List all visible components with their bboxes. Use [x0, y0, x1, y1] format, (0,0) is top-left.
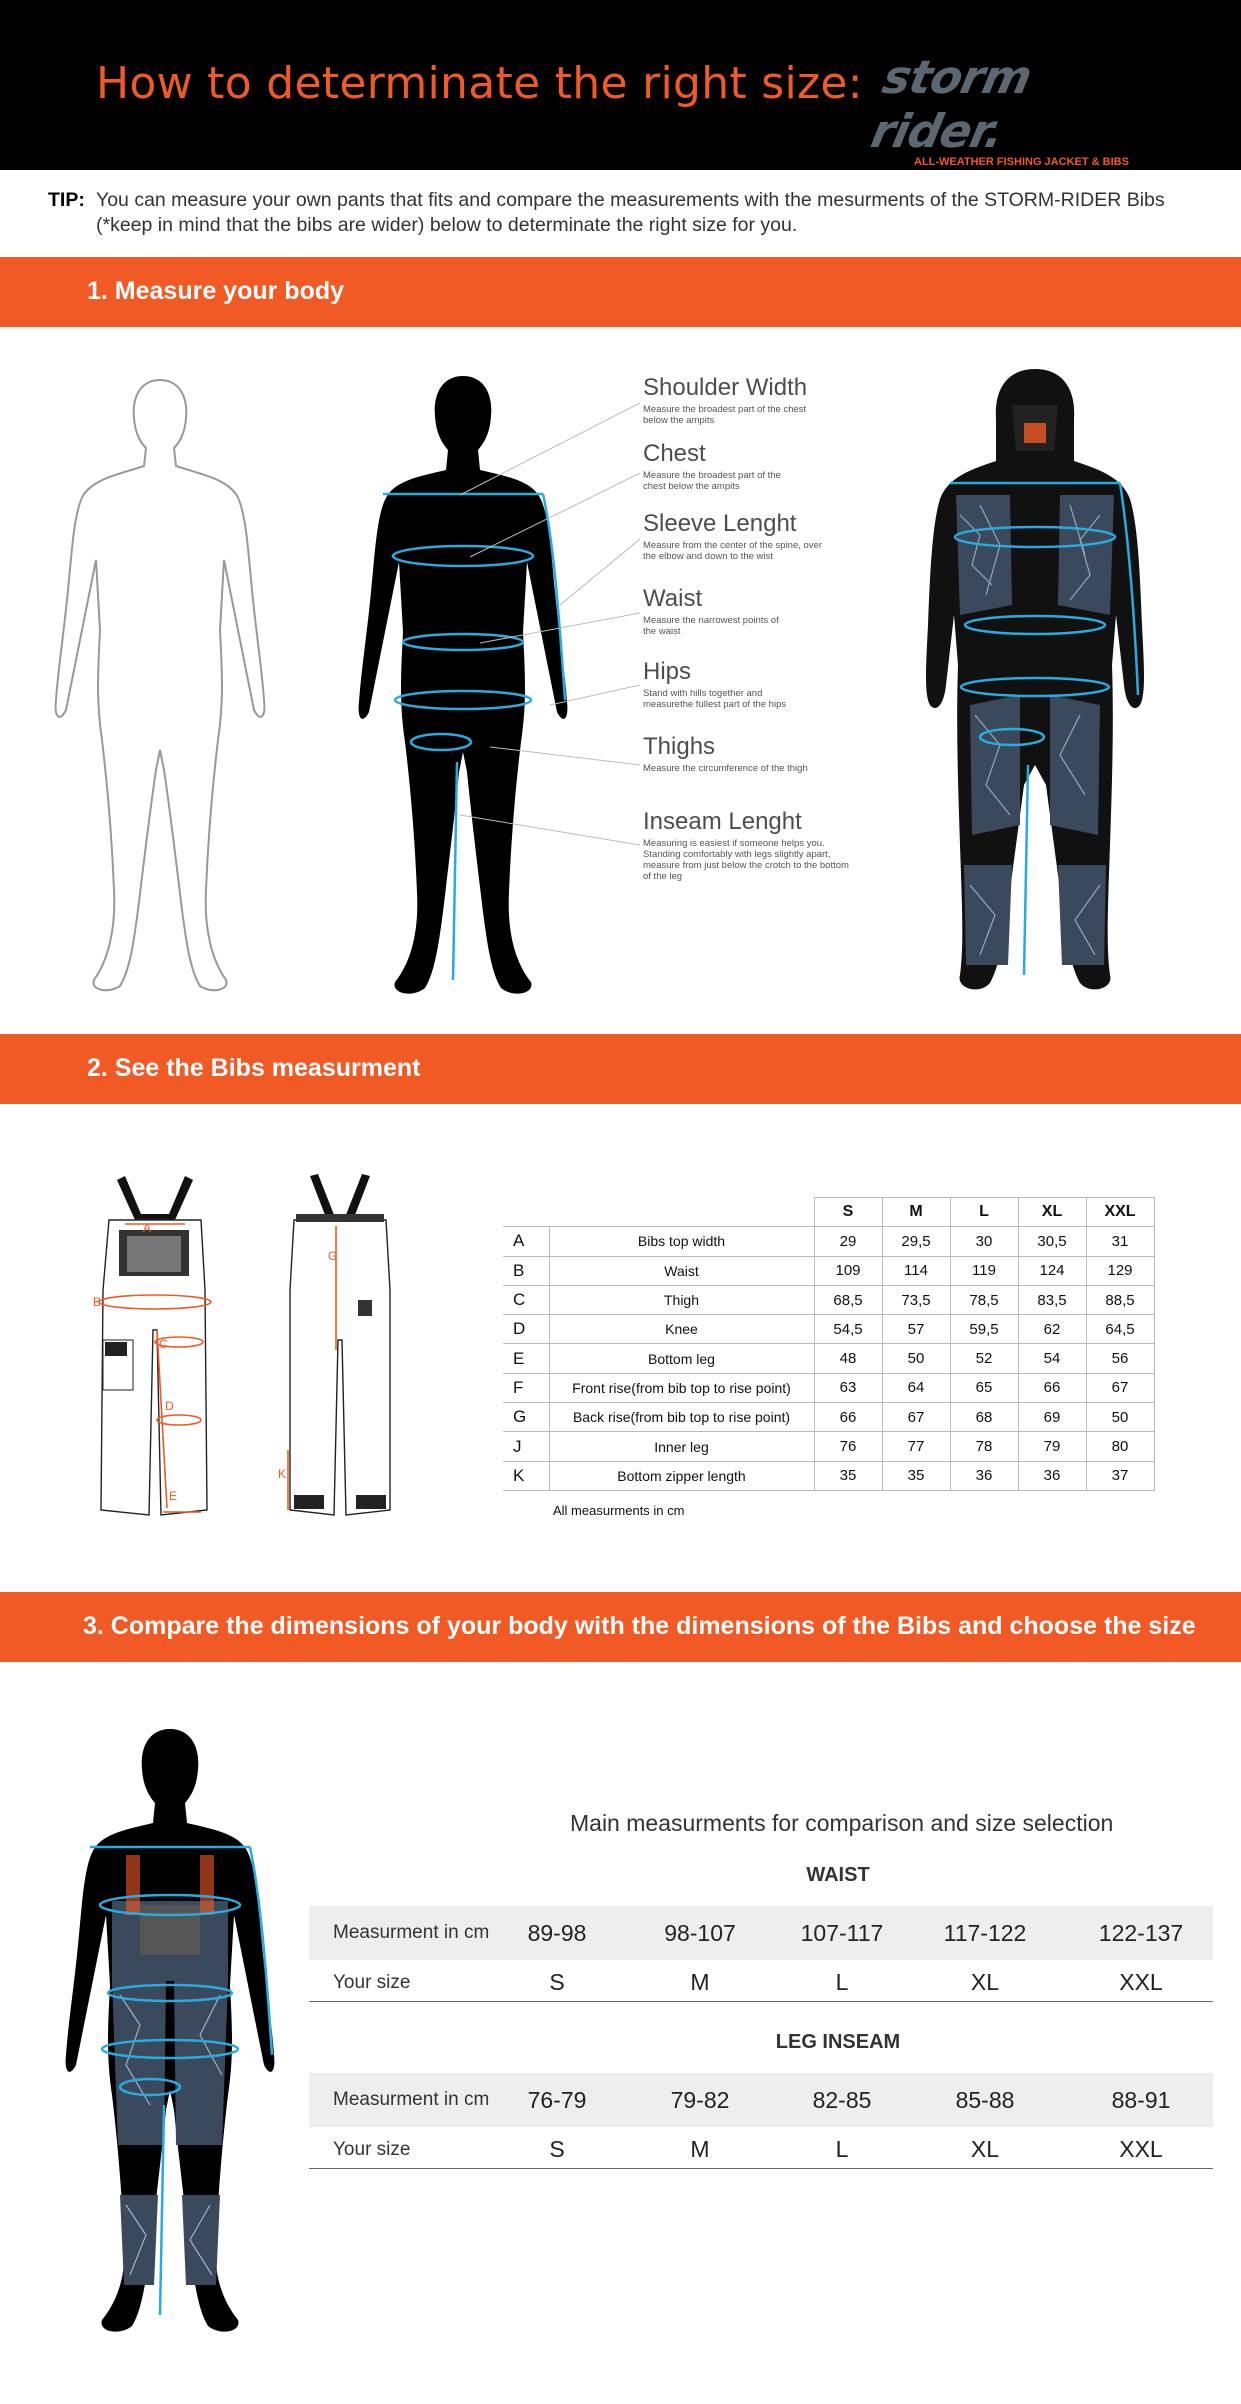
row-value: 67: [882, 1403, 950, 1432]
row-letter: A: [503, 1227, 549, 1256]
leg-inseam-heading: LEG INSEAM: [775, 2031, 901, 2053]
row-letter: B: [503, 1256, 549, 1285]
row-value: 35: [882, 1461, 950, 1490]
waist-measurement-row: Measurment in cm 89-98 98-107 107-117 117-122 122-137: [309, 1906, 1213, 1960]
label-thighs: Thighs Measure the circumference of the thigh: [643, 733, 808, 774]
row-value: 79: [1018, 1432, 1086, 1461]
table-header-row: [503, 1198, 1154, 1227]
section-1-banner: [0, 257, 1241, 327]
section-3-title: 3. Compare the dimensions of your body with the dimensions of the Bibs and choose the size: [83, 1612, 1196, 1640]
row-value: 64: [882, 1373, 950, 1402]
row-value: 30: [950, 1227, 1018, 1256]
row-value: 76: [814, 1432, 882, 1461]
label-waist: Waist Measure the narrowest points of the waist: [643, 585, 779, 637]
row-letter: K: [503, 1461, 549, 1490]
diagram-letter-b: B: [93, 1295, 102, 1309]
row-description: Waist: [549, 1256, 814, 1285]
bibs-front-diagram: [95, 1170, 215, 1525]
row-value: 59,5: [950, 1315, 1018, 1344]
label-sleeve-length: Sleeve Lenght Measure from the center of the spine, over the elbow and down to the wist: [643, 510, 823, 562]
row-value: 68,5: [814, 1285, 882, 1314]
row-value: 65: [950, 1373, 1018, 1402]
body-outline-figure: [50, 370, 270, 1005]
table-row: [503, 1403, 1154, 1432]
row-value: 68: [950, 1403, 1018, 1432]
diagram-letter-c: C: [159, 1337, 168, 1351]
row-value: 50: [1086, 1403, 1154, 1432]
row-letter: J: [503, 1432, 549, 1461]
table-body: [503, 1227, 1154, 1491]
row-value: 109: [814, 1256, 882, 1285]
row-value: 114: [882, 1256, 950, 1285]
table-row: [503, 1373, 1154, 1402]
section-2-title: 2. See the Bibs measurment: [87, 1054, 421, 1082]
leader-lines: [440, 375, 660, 855]
row-value: 73,5: [882, 1285, 950, 1314]
row-value: 66: [1018, 1373, 1086, 1402]
label-hips: Hips Stand with hills together and measurethe fullest part of the hips: [643, 658, 787, 710]
tip-label: TIP:: [48, 189, 85, 211]
page-title: How to determinate the right size:: [96, 58, 863, 109]
row-value: 54,5: [814, 1315, 882, 1344]
row-value: 80: [1086, 1432, 1154, 1461]
row-value: 31: [1086, 1227, 1154, 1256]
table-row: [503, 1344, 1154, 1373]
row-value: 67: [1086, 1373, 1154, 1402]
row-description: Bottom zipper length: [549, 1461, 814, 1490]
bibs-measurement-table: [503, 1197, 1155, 1491]
diagram-letter-d: D: [165, 1399, 174, 1413]
row-value: 83,5: [1018, 1285, 1086, 1314]
body-with-bibs-figure: [60, 1725, 280, 2335]
row-description: Back rise(from bib top to rise point): [549, 1403, 814, 1432]
label-chest: Chest Measure the broadest part of the chest below the ampits: [643, 440, 781, 492]
waist-size-row: Your size S M L XL XXL: [309, 1960, 1213, 2002]
size-header: XXL: [1086, 1198, 1154, 1227]
row-value: 37: [1086, 1461, 1154, 1490]
tip-block: [48, 188, 1208, 238]
row-value: 119: [950, 1256, 1018, 1285]
row-description: Knee: [549, 1315, 814, 1344]
section-2-banner: [0, 1034, 1241, 1104]
row-description: Inner leg: [549, 1432, 814, 1461]
table-row: [503, 1285, 1154, 1314]
row-value: 29,5: [882, 1227, 950, 1256]
diagram-letter-e: E: [169, 1489, 178, 1503]
label-shoulder-width: Shoulder Width Measure the broadest part of the chest below the ampits: [643, 374, 808, 426]
row-description: Front rise(from bib top to rise point): [549, 1373, 814, 1402]
row-value: 124: [1018, 1256, 1086, 1285]
diagram-letter-k: K: [278, 1467, 287, 1481]
row-value: 66: [814, 1403, 882, 1432]
brand-logo: [866, 50, 1168, 168]
row-description: Bottom leg: [549, 1344, 814, 1373]
table-row: [503, 1432, 1154, 1461]
row-value: 78,5: [950, 1285, 1018, 1314]
row-value: 57: [882, 1315, 950, 1344]
row-value: 30,5: [1018, 1227, 1086, 1256]
bibs-back-diagram: [280, 1170, 400, 1525]
row-value: 50: [882, 1344, 950, 1373]
row-letter: E: [503, 1344, 549, 1373]
section-3-banner: [0, 1592, 1241, 1662]
row-letter: G: [503, 1403, 549, 1432]
table-row: [503, 1461, 1154, 1490]
section-1-title: 1. Measure your body: [87, 277, 345, 305]
page-header: [0, 0, 1241, 170]
size-header: XL: [1018, 1198, 1086, 1227]
table-row: [503, 1256, 1154, 1285]
row-value: 56: [1086, 1344, 1154, 1373]
row-value: 48: [814, 1344, 882, 1373]
row-value: 69: [1018, 1403, 1086, 1432]
inseam-size-row: Your size S M L XL XXL: [309, 2127, 1213, 2169]
diagram-letter-g: G: [328, 1249, 338, 1263]
row-value: 36: [1018, 1461, 1086, 1490]
label-inseam-length: Inseam Lenght Measuring is easiest if someone helps you. Standing comfortably with legs slightly apart, measure from just below the crotch to the bottom of the leg: [643, 808, 849, 882]
table-row: [503, 1315, 1154, 1344]
brand-tagline: ALL-WEATHER FISHING JACKET & BIBS: [914, 156, 1129, 168]
size-header: M: [882, 1198, 950, 1227]
row-value: 62: [1018, 1315, 1086, 1344]
row-description: Thigh: [549, 1285, 814, 1314]
jacket-bibs-figure: [920, 365, 1150, 1005]
size-header: L: [950, 1198, 1018, 1227]
row-value: 35: [814, 1461, 882, 1490]
row-value: 129: [1086, 1256, 1154, 1285]
comparison-title: Main measurments for comparison and size selection: [570, 1810, 1114, 1836]
size-header: S: [814, 1198, 882, 1227]
row-description: Bibs top width: [549, 1227, 814, 1256]
tip-text: You can measure your own pants that fits and compare the measurements with the mesurments of the STORM-RIDER Bibs (*keep in mind that the bibs are wider) below to determinate the right size for you.: [96, 189, 1165, 236]
row-value: 36: [950, 1461, 1018, 1490]
row-value: 64,5: [1086, 1315, 1154, 1344]
row-value: 52: [950, 1344, 1018, 1373]
brand-name: storm rider.: [866, 50, 1037, 158]
row-value: 78: [950, 1432, 1018, 1461]
row-value: 88,5: [1086, 1285, 1154, 1314]
row-value: 77: [882, 1432, 950, 1461]
row-value: 29: [814, 1227, 882, 1256]
row-value: 54: [1018, 1344, 1086, 1373]
waist-heading: WAIST: [806, 1864, 870, 1886]
row-letter: C: [503, 1285, 549, 1314]
row-letter: F: [503, 1373, 549, 1402]
table-row: [503, 1227, 1154, 1256]
table-note: All measurments in cm: [553, 1503, 685, 1518]
diagram-letter-a: A: [143, 1221, 152, 1235]
row-value: 63: [814, 1373, 882, 1402]
inseam-measurement-row: Measurment in cm 76-79 79-82 82-85 85-88 88-91: [309, 2073, 1213, 2127]
row-letter: D: [503, 1315, 549, 1344]
